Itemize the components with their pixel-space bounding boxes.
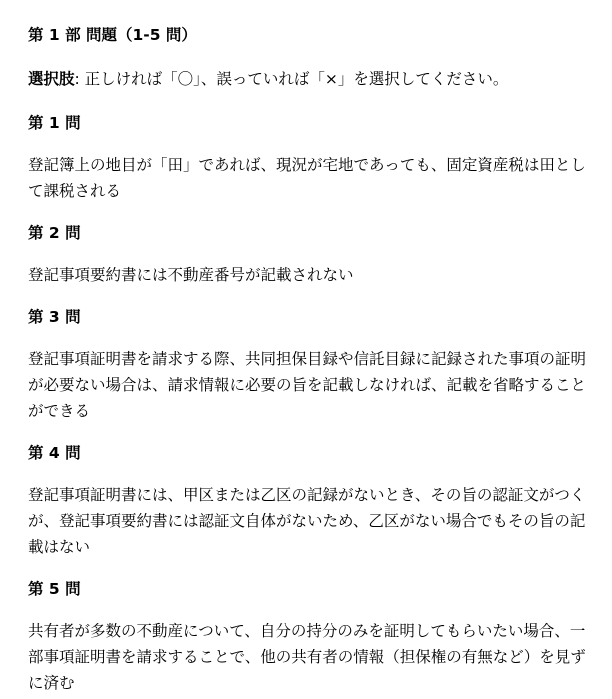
question-heading: 第 2 問 bbox=[28, 224, 81, 242]
question-2 bbox=[28, 222, 592, 288]
question-heading: 第 3 問 bbox=[28, 308, 81, 326]
options-text: : 正しければ「〇」、誤っていれば「×」を選択してください。 bbox=[74, 70, 509, 88]
options-instruction bbox=[28, 68, 592, 90]
part-title: 第 1 部 問題（1-5 問） bbox=[28, 26, 197, 44]
question-heading: 第 5 問 bbox=[28, 580, 81, 598]
question-heading: 第 4 問 bbox=[28, 444, 81, 462]
question-text: 登記事項証明書を請求する際、共同担保目録や信託目録に記録された事項の証明が必要ない場合は、請求情報に必要の旨を記載しなければ、記載を省略することができる bbox=[28, 350, 587, 420]
question-3 bbox=[28, 306, 592, 424]
question-text: 登記簿上の地目が「田」であれば、現況が宅地であっても、固定資産税は田として課税される bbox=[28, 156, 586, 200]
question-text: 登記事項証明書には、甲区または乙区の記録がないとき、その旨の認証文がつくが、登記事項要約書には認証文自体がないため、乙区がない場合でもその旨の記載はない bbox=[28, 486, 586, 556]
question-text: 登記事項要約書には不動産番号が記載されない bbox=[28, 266, 354, 284]
question-text: 共有者が多数の不動産について、自分の持分のみを証明してもらいたい場合、一部事項証明書を請求することで、他の共有者の情報（担保権の有無など）を見ずに済む bbox=[28, 622, 586, 692]
options-label: 選択肢 bbox=[28, 70, 75, 88]
question-1 bbox=[28, 112, 592, 204]
question-5 bbox=[28, 578, 592, 696]
question-heading: 第 1 問 bbox=[28, 114, 81, 132]
question-4 bbox=[28, 442, 592, 560]
